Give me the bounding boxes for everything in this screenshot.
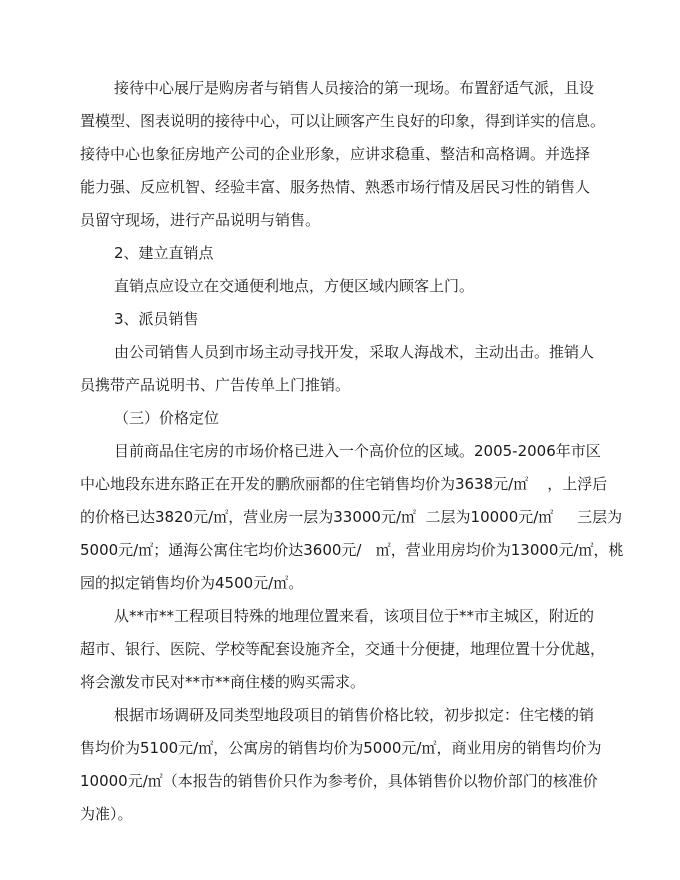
text-line: 员留守现场，进行产品说明与销售。 — [80, 211, 321, 229]
text-line: 10000元/㎡（本报告的销售价只作为参考价，具体销售价以物价部门的核准价 — [80, 772, 598, 790]
text-line: 接待中心也象征房地产公司的企业形象，应讲求稳重、整洁和高格调。并选择 — [80, 145, 591, 163]
text-line: 中心地段东进东路正在开发的鹏欣丽都的住宅销售均价为3638元/㎡ ，上浮后 — [80, 475, 608, 493]
text-line: 能力强、反应机智、经验丰富、服务热情、熟悉市场行情及居民习性的销售人 — [80, 178, 591, 196]
text-line: 根据市场调研及同类型地段项目的销售价格比较，初步拟定：住宅楼的销 — [114, 706, 595, 724]
section-heading: 2、建立直销点 — [114, 244, 214, 262]
text-line: 将会激发市民对**市**商住楼的购买需求。 — [80, 673, 366, 691]
section-heading: （三）价格定位 — [114, 409, 220, 427]
text-line: 5000元/㎡；通海公寓住宅均价达3600元/ ㎡，营业用房均价为13000元/㎡，桃 — [80, 541, 624, 559]
text-line: 的价格已达3820元/㎡，营业房一层为33000元/㎡ 二层为10000元/㎡ 三层为 — [80, 508, 623, 526]
text-line: 接待中心展厅是购房者与销售人员接洽的第一现场。布置舒适气派，且设 — [114, 79, 595, 97]
text-line: 直销点应设立在交通便利地点，方便区域内顾客上门。 — [114, 277, 475, 295]
text-line: 员携带产品说明书、广告传单上门推销。 — [80, 376, 351, 394]
text-line: 从**市**工程项目特殊的地理位置来看，该项目位于**市主城区，附近的 — [114, 607, 595, 625]
text-line: 由公司销售人员到市场主动寻找开发，采取人海战术，主动出击。推销人 — [114, 343, 595, 361]
text-line: 目前商品住宅房的市场价格已进入一个高价位的区域。2005-2006年市区 — [114, 442, 601, 460]
text-line: 为准）。 — [80, 805, 133, 823]
text-line: 置模型、图表说明的接待中心，可以让顾客产生良好的印象，得到详实的信息。 — [80, 112, 606, 130]
text-line: 售均价为5100元/㎡，公寓房的销售均价为5000元/㎡，商业用房的销售均价为 — [80, 739, 602, 757]
text-line: 超市、银行、医院、学校等配套设施齐全，交通十分便捷，地理位置十分优越， — [80, 640, 606, 658]
text-line: 园的拟定销售均价为4500元/㎡。 — [80, 574, 304, 592]
section-heading: 3、派员销售 — [114, 310, 199, 328]
